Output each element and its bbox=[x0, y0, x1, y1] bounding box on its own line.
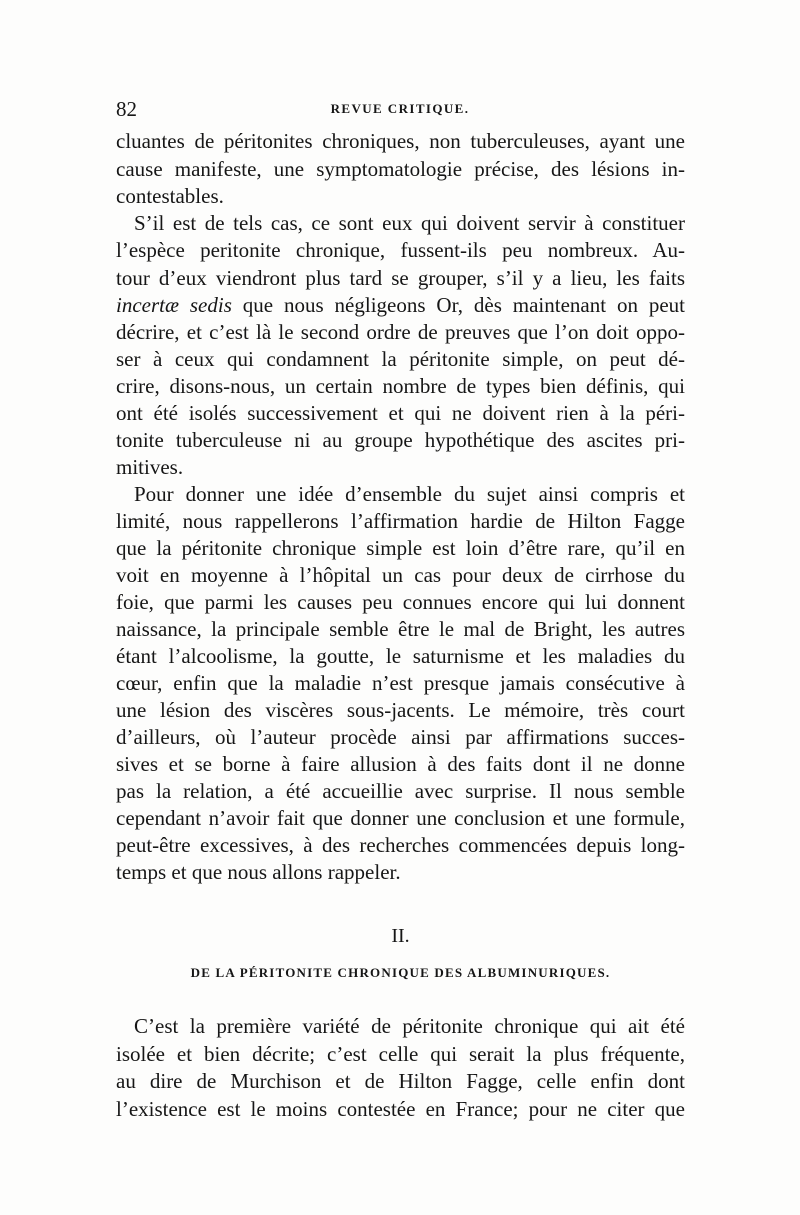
text-line: l’espèce peritonite chronique, fussent-ils peu nombreux. Au- bbox=[116, 238, 685, 262]
text-line: cependant n’avoir fait que donner une conclusion et une formule, bbox=[116, 806, 685, 830]
text-line: temps et que nous allons rappeler. bbox=[116, 860, 401, 884]
text-line: Pour donner une idée d’ensemble du sujet ainsi compris et bbox=[134, 482, 685, 506]
text-line: décrire, et c’est là le second ordre de preuves que l’on doit oppo- bbox=[116, 320, 685, 344]
text-line: foie, que parmi les causes peu connues encore qui lui donnent bbox=[116, 590, 685, 614]
page-number: 82 bbox=[116, 97, 137, 121]
text-line: ont été isolés successivement et qui ne doivent rien à la péri- bbox=[116, 401, 685, 425]
text-line: que la péritonite chronique simple est loin d’être rare, qu’il en bbox=[116, 536, 685, 560]
text-line: au dire de Murchison et de Hilton Fagge, celle enfin dont bbox=[116, 1069, 685, 1093]
text-line: naissance, la principale semble être le mal de Bright, les autres bbox=[116, 617, 685, 641]
text-line: mitives. bbox=[116, 455, 184, 479]
text-line bbox=[116, 292, 685, 318]
text-line: crire, disons-nous, un certain nombre de types bien définis, qui bbox=[116, 374, 685, 398]
text-line: étant l’alcoolisme, la goutte, le saturnisme et les maladies du bbox=[116, 644, 685, 668]
italic-phrase: incertæ sedis bbox=[116, 293, 232, 317]
text-line: ser à ceux qui condamnent la péritonite simple, on peut dé- bbox=[116, 347, 685, 371]
section-number: II. bbox=[391, 925, 410, 947]
text-line: l’existence est le moins contestée en France; pour ne citer que bbox=[116, 1097, 685, 1121]
text-line: contestables. bbox=[116, 184, 224, 208]
text-line: tonite tuberculeuse ni au groupe hypothétique des ascites pri- bbox=[116, 428, 685, 452]
text-line: peut-être excessives, à des recherches commencées depuis long- bbox=[116, 833, 685, 857]
text-line: cause manifeste, une symptomatologie précise, des lésions in- bbox=[116, 157, 685, 181]
text-line: isolée et bien décrite; c’est celle qui serait la plus fréquente, bbox=[116, 1042, 685, 1066]
text-line: d’ailleurs, où l’auteur procède ainsi par affirmations succes- bbox=[116, 725, 685, 749]
section-title: DE LA PÉRITONITE CHRONIQUE DES ALBUMINURIQUES. bbox=[190, 965, 611, 980]
text-span: que nous négligeons Or, dès maintenant on peut bbox=[231, 293, 685, 317]
text-line: cluantes de péritonites chroniques, non tuberculeuses, ayant une bbox=[116, 129, 685, 153]
running-title: REVUE CRITIQUE. bbox=[330, 101, 470, 116]
text-line: tour d’eux viendront plus tard se grouper, s’il y a lieu, les faits bbox=[116, 266, 685, 290]
text-line: C’est la première variété de péritonite chronique qui ait été bbox=[134, 1014, 685, 1038]
text-line: limité, nous rappellerons l’affirmation hardie de Hilton Fagge bbox=[116, 509, 685, 533]
text-line: cœur, enfin que la maladie n’est presque jamais consécutive à bbox=[116, 671, 685, 695]
text-line: sives et se borne à faire allusion à des faits dont il ne donne bbox=[116, 752, 685, 776]
text-line: pas la relation, a été accueillie avec surprise. Il nous semble bbox=[116, 779, 685, 803]
text-line: S’il est de tels cas, ce sont eux qui doivent servir à constituer bbox=[134, 211, 685, 235]
text-line: une lésion des viscères sous-jacents. Le mémoire, très court bbox=[116, 698, 685, 722]
page-header bbox=[116, 96, 684, 124]
text-line: voit en moyenne à l’hôpital un cas pour deux de cirrhose du bbox=[116, 563, 685, 587]
